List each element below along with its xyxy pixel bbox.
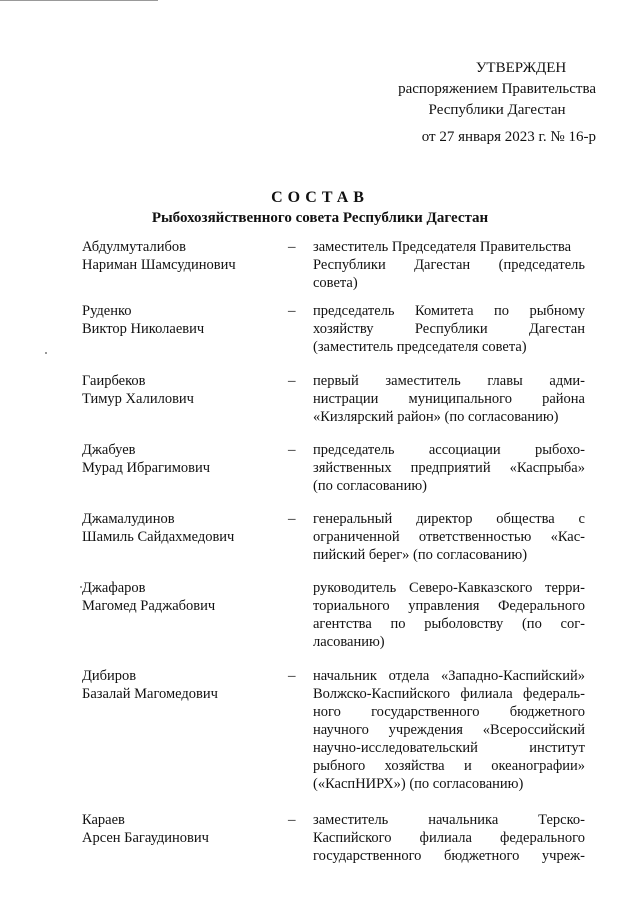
member-given-names: Магомед Раджабович <box>82 598 216 614</box>
role-line: (заместитель председателя совета) <box>313 339 527 355</box>
role-line: ласованию) <box>313 634 385 650</box>
scan-speck <box>45 352 47 354</box>
dash-separator: – <box>288 239 296 255</box>
member-given-names: Базалай Магомедович <box>82 686 218 702</box>
title-main: СОСТАВ <box>271 189 369 206</box>
role-line: заместитель начальника Терско- <box>313 812 585 828</box>
member-name <box>82 302 204 338</box>
role-line: рыбного хозяйства и океанографии» <box>313 758 585 774</box>
dash-separator: – <box>288 303 296 319</box>
member-surname: Джамалудинов <box>82 511 175 527</box>
role-line: зяйственных предприятий «Каспрыба» <box>313 460 585 476</box>
member-name <box>82 238 236 274</box>
member-surname: Дибиров <box>82 668 137 684</box>
dash-separator: – <box>288 511 296 527</box>
role-line: Волжско-Каспийского филиала федераль- <box>313 686 585 702</box>
role-line: «Кизлярский район» (по согласованию) <box>313 409 559 425</box>
member-given-names: Шамиль Сайдахмедович <box>82 529 235 545</box>
approved-heading: УТВЕРЖДЕН <box>475 60 567 76</box>
member-given-names: Виктор Николаевич <box>82 321 205 337</box>
role-line: ториального управления Федерального <box>313 598 585 614</box>
member-name <box>82 579 215 615</box>
role-line: научно-исследовательский институт <box>313 740 585 756</box>
role-line: ограниченной ответственностью «Кас- <box>313 529 585 545</box>
role-line: пийский берег» (по согласованию) <box>313 547 528 563</box>
member-name <box>82 372 194 408</box>
member-surname: Руденко <box>82 303 132 319</box>
role-line: руководитель Северо-Кавказского терри- <box>313 580 585 596</box>
dash-separator: – <box>288 668 296 684</box>
member-role <box>313 811 585 865</box>
dash-separator: – <box>288 812 296 828</box>
member-name <box>82 811 209 847</box>
member-role <box>313 579 585 651</box>
member-name <box>82 510 234 546</box>
member-surname: Абдулмуталибов <box>82 239 186 255</box>
role-line: («КаспНИРХ») (по согласованию) <box>313 776 524 792</box>
role-line: председатель Комитета по рыбному <box>313 303 585 319</box>
approved-by-line: распоряжением Правительства <box>398 81 596 97</box>
member-role <box>313 510 585 564</box>
member-role <box>313 441 585 495</box>
approved-government-line: Республики Дагестан <box>428 102 566 118</box>
role-line: генеральный директор общества с <box>313 511 585 527</box>
role-line: агентства по рыболовству (по сог- <box>313 616 585 632</box>
role-line: (по согласованию) <box>313 478 427 494</box>
title-sub: Рыбохозяйственного совета Республики Дагестан <box>151 210 489 226</box>
member-name <box>82 667 218 703</box>
member-role <box>313 667 585 793</box>
approval-stamp-block <box>398 58 596 148</box>
role-line: государственного бюджетного учреж- <box>313 848 585 864</box>
member-given-names: Мурад Ибрагимович <box>82 460 211 476</box>
member-surname: Джафаров <box>82 580 146 596</box>
role-line: Каспийского филиала федерального <box>313 830 585 846</box>
role-line: ного государственного бюджетного <box>313 704 585 720</box>
role-line: хозяйству Республики Дагестан <box>313 321 585 337</box>
member-name <box>82 441 210 477</box>
member-given-names: Арсен Багаудинович <box>82 830 209 846</box>
role-line: совета) <box>313 275 358 291</box>
dash-separator: – <box>288 442 296 458</box>
approval-date: от 27 января 2023 г. № 16-р <box>421 129 596 145</box>
role-line: Республики Дагестан (председатель <box>313 257 585 273</box>
member-surname: Гаирбеков <box>82 373 146 389</box>
document-title <box>0 188 640 228</box>
member-surname: Джабуев <box>82 442 136 458</box>
role-line: нистрации муниципального района <box>313 391 585 407</box>
scan-top-line <box>0 0 158 1</box>
member-given-names: Нариман Шамсудинович <box>82 257 236 273</box>
member-role <box>313 302 585 356</box>
role-line: начальник отдела «Западно-Каспийский» <box>313 668 585 684</box>
role-line: первый заместитель главы адми- <box>313 373 585 389</box>
member-role <box>313 238 585 292</box>
role-line: заместитель Председателя Правительства <box>313 239 572 255</box>
role-line: научного учреждения «Всероссийский <box>313 722 585 738</box>
member-role <box>313 372 585 426</box>
role-line: председатель ассоциации рыбохо- <box>313 442 585 458</box>
dash-separator: – <box>288 373 296 389</box>
member-given-names: Тимур Халилович <box>82 391 194 407</box>
member-surname: Караев <box>82 812 125 828</box>
